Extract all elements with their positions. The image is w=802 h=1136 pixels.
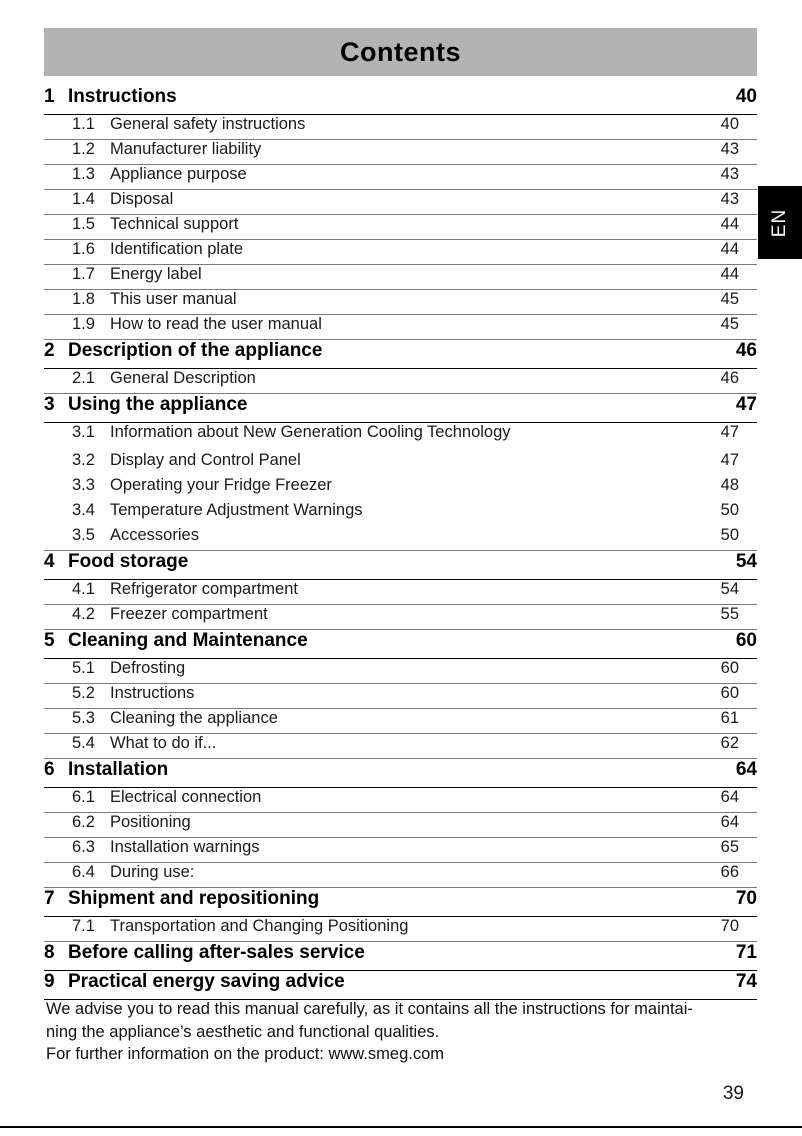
toc-section-page: 44 [720,265,739,283]
toc-section-row[interactable] [44,476,757,501]
toc-section-label: Operating your Fridge Freezer [110,476,332,494]
toc-section-index: 3.1 [72,423,95,441]
toc-section-row[interactable] [44,526,757,551]
toc-section-label: Appliance purpose [110,165,247,183]
toc-section-page: 54 [720,580,739,598]
toc-chapter-index: 5 [44,630,55,651]
toc-section-page: 61 [720,709,739,727]
toc-chapter-page: 70 [735,888,757,909]
toc-chapter-label: Before calling after-sales service [68,942,365,963]
toc-chapter-row[interactable] [44,340,757,369]
toc-section-label: Identification plate [110,240,244,258]
toc-section-index: 1.4 [72,190,95,208]
toc-section-index: 6.1 [72,788,95,806]
toc-section-label: Information about New Generation Cooling Technology [110,423,511,441]
table-of-contents [44,86,757,1000]
toc-section-page: 43 [720,190,739,208]
toc-section-row[interactable] [44,580,757,605]
toc-section-row[interactable] [44,917,757,942]
contents-header-banner [44,28,757,76]
toc-section-page: 62 [720,734,739,752]
page-title: Contents [340,36,461,67]
toc-chapter-row[interactable] [44,888,757,917]
toc-chapter-index: 2 [44,340,55,361]
toc-section-row[interactable] [44,265,757,290]
toc-section-page: 64 [720,788,739,806]
toc-section-label: Cleaning the appliance [110,709,278,727]
toc-section-row[interactable] [44,659,757,684]
toc-section-label: General safety instructions [110,115,306,133]
toc-chapter-index: 7 [44,888,55,909]
toc-section-page: 55 [720,605,739,623]
toc-section-label: Technical support [110,215,239,233]
toc-chapter-page: 74 [735,971,757,992]
toc-section-page: 50 [720,526,739,544]
toc-chapter-page: 64 [735,759,757,780]
toc-section-index: 3.2 [72,451,95,469]
toc-section-page: 43 [720,165,739,183]
toc-section-page: 45 [720,315,739,333]
toc-section-index: 5.3 [72,709,95,727]
toc-section-page: 70 [720,917,739,935]
toc-chapter-row[interactable] [44,551,757,580]
language-side-tab [758,186,802,259]
toc-section-label: Positioning [110,813,191,831]
toc-section-label: Freezer compartment [110,605,268,623]
toc-chapter-page: 47 [735,394,757,415]
toc-section-row[interactable] [44,813,757,838]
toc-section-label: Defrosting [110,659,186,677]
toc-section-page: 44 [720,215,739,233]
toc-section-page: 46 [720,369,739,387]
toc-section-page: 44 [720,240,739,258]
toc-section-index: 4.2 [72,605,95,623]
toc-section-row[interactable] [44,423,757,451]
toc-section-index: 5.2 [72,684,95,702]
toc-section-index: 4.1 [72,580,95,598]
toc-chapter-page: 54 [735,551,757,572]
toc-section-row[interactable] [44,838,757,863]
toc-section-page: 60 [720,684,739,702]
toc-chapter-index: 8 [44,942,55,963]
toc-chapter-label: Description of the appliance [68,340,323,361]
toc-section-label: Temperature Adjustment Warnings [110,501,363,519]
toc-section-index: 1.6 [72,240,95,258]
toc-section-label: Refrigerator compartment [110,580,298,598]
toc-section-label: How to read the user manual [110,315,322,333]
toc-section-index: 5.1 [72,659,95,677]
toc-section-row[interactable] [44,190,757,215]
toc-section-index: 6.4 [72,863,95,881]
toc-section-label: Transportation and Changing Positioning [110,917,409,935]
toc-section-label: General Description [110,369,256,387]
toc-section-label: Installation warnings [110,838,260,856]
toc-section-index: 6.2 [72,813,95,831]
toc-section-index: 5.4 [72,734,95,752]
toc-chapter-label: Using the appliance [68,394,248,415]
toc-chapter-label: Shipment and repositioning [68,888,320,909]
toc-section-page: 50 [720,501,739,519]
toc-chapter-index: 6 [44,759,55,780]
toc-section-row[interactable] [44,734,757,759]
toc-section-label: Disposal [110,190,174,208]
toc-section-index: 3.3 [72,476,95,494]
toc-section-page: 47 [720,423,739,441]
footer-divider [0,1126,802,1128]
toc-section-label: Display and Control Panel [110,451,301,469]
toc-section-index: 6.3 [72,838,95,856]
toc-chapter-label: Instructions [68,86,177,107]
advisory-note-line-2: ning the appliance’s aesthetic and functional qualities. [46,1022,440,1041]
toc-section-index: 7.1 [72,917,95,935]
toc-chapter-page: 60 [735,630,757,651]
toc-section-page: 43 [720,140,739,158]
toc-chapter-index: 4 [44,551,55,572]
toc-chapter-label: Cleaning and Maintenance [68,630,308,651]
toc-section-label: Energy label [110,265,202,283]
toc-chapter-page: 40 [735,86,757,107]
toc-section-page: 66 [720,863,739,881]
toc-section-row[interactable] [44,501,757,526]
toc-section-label: This user manual [110,290,237,308]
toc-section-label: Electrical connection [110,788,262,806]
advisory-note-line-1: We advise you to read this manual carefully, as it contains all the instructions for maintai- [46,1000,693,1018]
toc-section-page: 45 [720,290,739,308]
toc-chapter-row[interactable] [44,630,757,659]
toc-section-row[interactable] [44,605,757,630]
toc-section-label: During use: [110,863,195,881]
toc-chapter-row[interactable] [44,942,757,971]
toc-section-index: 1.5 [72,215,95,233]
toc-section-label: Instructions [110,684,195,702]
toc-chapter-label: Practical energy saving advice [68,971,345,992]
toc-section-row[interactable] [44,709,757,734]
toc-section-index: 3.4 [72,501,95,519]
toc-chapter-index: 3 [44,394,55,415]
page-number: 39 [722,1083,744,1104]
toc-section-row[interactable] [44,863,757,888]
toc-section-page: 65 [720,838,739,856]
toc-section-row[interactable] [44,240,757,265]
toc-chapter-index: 9 [44,971,55,992]
toc-section-page: 64 [720,813,739,831]
toc-section-index: 2.1 [72,369,95,387]
toc-section-row[interactable] [44,369,757,394]
toc-section-label: What to do if... [110,734,217,752]
advisory-note-line-3: For further information on the product: www.smeg.com [46,1045,444,1063]
toc-chapter-index: 1 [44,86,55,107]
toc-chapter-row[interactable] [44,759,757,788]
toc-section-row[interactable] [44,215,757,240]
toc-section-row[interactable] [44,165,757,190]
toc-section-index: 1.1 [72,115,95,133]
toc-section-row[interactable] [44,788,757,813]
toc-section-row[interactable] [44,451,757,476]
toc-chapter-page: 46 [735,340,757,361]
toc-section-row[interactable] [44,315,757,340]
toc-chapter-page: 71 [735,942,757,963]
toc-chapter-row[interactable] [44,971,757,1000]
toc-section-row[interactable] [44,140,757,165]
toc-section-page: 48 [720,476,739,494]
toc-chapter-label: Installation [68,759,169,780]
toc-section-page: 60 [720,659,739,677]
toc-chapter-row[interactable] [44,394,757,423]
toc-chapter-label: Food storage [68,551,189,572]
toc-section-index: 1.2 [72,140,95,158]
advisory-note [46,998,758,1066]
toc-section-index: 1.7 [72,265,95,283]
toc-section-index: 1.3 [72,165,95,183]
toc-chapter-row[interactable] [44,86,757,115]
toc-section-row[interactable] [44,115,757,140]
toc-section-label: Manufacturer liability [110,140,262,158]
toc-section-page: 40 [720,115,739,133]
toc-section-row[interactable] [44,684,757,709]
toc-section-row[interactable] [44,290,757,315]
language-side-tab-label: EN [769,208,790,237]
toc-section-index: 1.8 [72,290,95,308]
toc-section-page: 47 [720,451,739,469]
toc-section-label: Accessories [110,526,199,544]
toc-section-index: 3.5 [72,526,95,544]
toc-section-index: 1.9 [72,315,95,333]
